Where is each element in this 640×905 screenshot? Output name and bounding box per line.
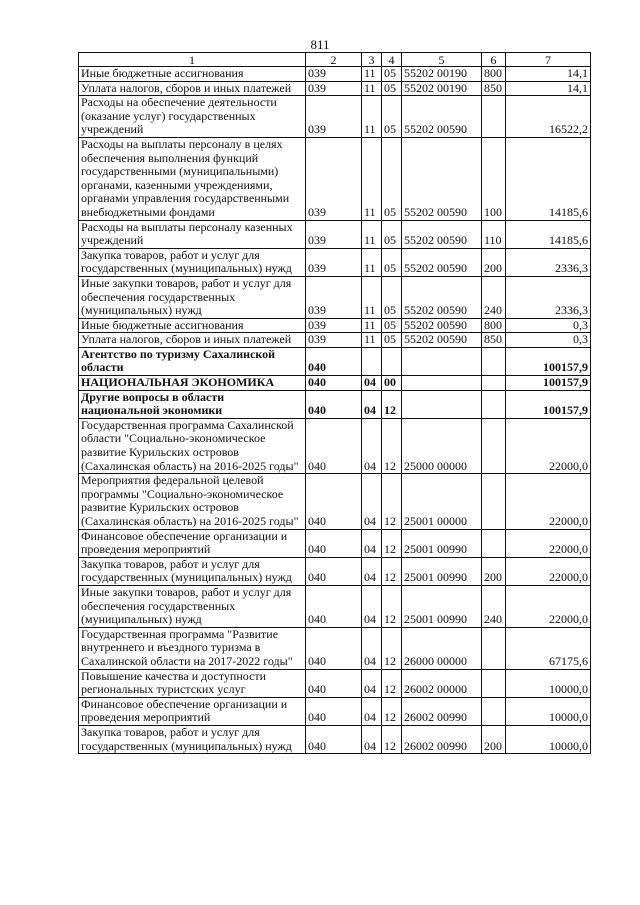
admin-code-cell: 040 [306, 529, 362, 557]
row-name-cell: Уплата налогов, сборов и иных платежей [79, 81, 306, 96]
expense-type-cell [482, 390, 506, 418]
admin-code-cell: 040 [306, 390, 362, 418]
admin-code-cell: 040 [306, 669, 362, 697]
row-name-cell: НАЦИОНАЛЬНАЯ ЭКОНОМИКА [79, 376, 306, 391]
section-code-cell: 04 [362, 585, 382, 627]
expense-type-cell: 200 [482, 248, 506, 276]
expense-type-cell [482, 669, 506, 697]
subsection-code-cell: 12 [382, 418, 402, 473]
expense-type-cell [482, 96, 506, 138]
row-name-cell: Закупка товаров, работ и услуг для государственных (муниципальных) нужд [79, 557, 306, 585]
expense-type-cell [482, 627, 506, 669]
amount-cell: 22000,0 [506, 585, 591, 627]
admin-code-cell: 040 [306, 697, 362, 725]
table-row [79, 318, 591, 333]
target-article-cell: 55202 00590 [402, 220, 482, 248]
subsection-code-cell: 05 [382, 137, 402, 220]
table-body [79, 67, 591, 754]
column-header-5: 5 [402, 53, 482, 67]
amount-cell: 10000,0 [506, 697, 591, 725]
table-row [79, 376, 591, 391]
target-article-cell: 26002 00990 [402, 697, 482, 725]
admin-code-cell: 039 [306, 333, 362, 348]
table-row [79, 474, 591, 529]
table-row [79, 333, 591, 348]
section-code-cell: 04 [362, 529, 382, 557]
row-name-cell: Закупка товаров, работ и услуг для государственных (муниципальных) нужд [79, 248, 306, 276]
row-name-cell: Финансовое обеспечение организации и проведения мероприятий [79, 697, 306, 725]
section-code-cell: 04 [362, 627, 382, 669]
expense-type-cell: 240 [482, 276, 506, 318]
expense-type-cell [482, 347, 506, 375]
subsection-code-cell: 12 [382, 529, 402, 557]
subsection-code-cell: 12 [382, 585, 402, 627]
section-code-cell: 11 [362, 81, 382, 96]
section-code-cell: 04 [362, 725, 382, 753]
target-article-cell: 55202 00190 [402, 67, 482, 82]
row-name-cell: Государственная программа Сахалинской области "Социально-экономическое развитие Курильских островов (Сахалинская область) на 2016-2025 годы" [79, 418, 306, 473]
amount-cell: 22000,0 [506, 418, 591, 473]
target-article-cell: 25001 00000 [402, 474, 482, 529]
target-article-cell [402, 347, 482, 375]
table-row [79, 220, 591, 248]
amount-cell: 22000,0 [506, 474, 591, 529]
section-code-cell: 04 [362, 557, 382, 585]
row-name-cell: Государственная программа "Развитие внутреннего и въездного туризма в Сахалинской области на 2017-2022 годы" [79, 627, 306, 669]
table-row [79, 557, 591, 585]
table-row [79, 697, 591, 725]
admin-code-cell: 040 [306, 418, 362, 473]
section-code-cell: 04 [362, 669, 382, 697]
row-name-cell: Иные бюджетные ассигнования [79, 67, 306, 82]
amount-cell: 16522,2 [506, 96, 591, 138]
admin-code-cell: 040 [306, 585, 362, 627]
column-header-1: 1 [79, 53, 306, 67]
row-name-cell: Расходы на выплаты персоналу казенных учреждений [79, 220, 306, 248]
table-row [79, 529, 591, 557]
admin-code-cell: 040 [306, 376, 362, 391]
column-header-3: 3 [362, 53, 382, 67]
target-article-cell: 55202 00590 [402, 276, 482, 318]
subsection-code-cell: 05 [382, 220, 402, 248]
admin-code-cell: 040 [306, 557, 362, 585]
subsection-code-cell: 12 [382, 697, 402, 725]
expense-type-cell [482, 474, 506, 529]
expense-type-cell: 800 [482, 318, 506, 333]
subsection-code-cell: 12 [382, 474, 402, 529]
subsection-code-cell: 12 [382, 669, 402, 697]
subsection-code-cell: 05 [382, 318, 402, 333]
subsection-code-cell: 05 [382, 67, 402, 82]
target-article-cell: 25001 00990 [402, 529, 482, 557]
row-name-cell: Финансовое обеспечение организации и проведения мероприятий [79, 529, 306, 557]
target-article-cell: 55202 00590 [402, 96, 482, 138]
amount-cell: 14,1 [506, 81, 591, 96]
table-row [79, 669, 591, 697]
section-code-cell: 11 [362, 67, 382, 82]
admin-code-cell: 039 [306, 67, 362, 82]
subsection-code-cell: 00 [382, 376, 402, 391]
subsection-code-cell: 12 [382, 627, 402, 669]
section-code-cell: 11 [362, 96, 382, 138]
target-article-cell: 55202 00590 [402, 318, 482, 333]
target-article-cell [402, 390, 482, 418]
admin-code-cell: 040 [306, 347, 362, 375]
row-name-cell: Иные закупки товаров, работ и услуг для обеспечения государственных (муниципальных) нужд [79, 276, 306, 318]
target-article-cell: 26000 00000 [402, 627, 482, 669]
column-header-7: 7 [506, 53, 591, 67]
subsection-code-cell: 12 [382, 557, 402, 585]
subsection-code-cell: 05 [382, 81, 402, 96]
table-row [79, 67, 591, 82]
target-article-cell: 55202 00590 [402, 333, 482, 348]
expense-type-cell: 100 [482, 137, 506, 220]
table-row [79, 347, 591, 375]
row-name-cell: Закупка товаров, работ и услуг для государственных (муниципальных) нужд [79, 725, 306, 753]
amount-cell: 100157,9 [506, 347, 591, 375]
subsection-code-cell: 05 [382, 96, 402, 138]
amount-cell: 22000,0 [506, 557, 591, 585]
row-name-cell: Иные бюджетные ассигнования [79, 318, 306, 333]
section-code-cell: 11 [362, 248, 382, 276]
section-code-cell: 04 [362, 474, 382, 529]
section-code-cell: 11 [362, 137, 382, 220]
admin-code-cell: 040 [306, 474, 362, 529]
table-row [79, 248, 591, 276]
admin-code-cell: 039 [306, 137, 362, 220]
target-article-cell: 25001 00990 [402, 585, 482, 627]
admin-code-cell: 039 [306, 248, 362, 276]
subsection-code-cell: 05 [382, 248, 402, 276]
row-name-cell: Иные закупки товаров, работ и услуг для обеспечения государственных (муниципальных) нужд [79, 585, 306, 627]
table-row [79, 585, 591, 627]
row-name-cell: Уплата налогов, сборов и иных платежей [79, 333, 306, 348]
table-row [79, 96, 591, 138]
amount-cell: 14185,6 [506, 220, 591, 248]
expense-type-cell [482, 418, 506, 473]
expense-type-cell: 110 [482, 220, 506, 248]
row-name-cell: Мероприятия федеральной целевой программы "Социально-экономическое развитие Курильских островов (Сахалинская область) на 2016-2025 годы" [79, 474, 306, 529]
amount-cell: 67175,6 [506, 627, 591, 669]
subsection-code-cell: 05 [382, 276, 402, 318]
amount-cell: 22000,0 [506, 529, 591, 557]
header-row [79, 53, 591, 67]
amount-cell: 14185,6 [506, 137, 591, 220]
subsection-code-cell [382, 347, 402, 375]
row-name-cell: Другие вопросы в области национальной экономики [79, 390, 306, 418]
target-article-cell: 55202 00190 [402, 81, 482, 96]
section-code-cell: 04 [362, 390, 382, 418]
expense-type-cell: 850 [482, 333, 506, 348]
admin-code-cell: 039 [306, 220, 362, 248]
budget-table [78, 52, 591, 754]
table-row [79, 418, 591, 473]
target-article-cell: 25001 00990 [402, 557, 482, 585]
expense-type-cell: 850 [482, 81, 506, 96]
table-row [79, 725, 591, 753]
column-header-6: 6 [482, 53, 506, 67]
target-article-cell: 55202 00590 [402, 248, 482, 276]
amount-cell: 2336,3 [506, 248, 591, 276]
admin-code-cell: 039 [306, 276, 362, 318]
amount-cell: 10000,0 [506, 725, 591, 753]
section-code-cell [362, 347, 382, 375]
amount-cell: 14,1 [506, 67, 591, 82]
section-code-cell: 04 [362, 418, 382, 473]
admin-code-cell: 039 [306, 318, 362, 333]
table-row [79, 81, 591, 96]
row-name-cell: Расходы на выплаты персоналу в целях обеспечения выполнения функций государственными (муниципальными) органами, казенными учреждениями, органами управления государственными внебюджетными фондами [79, 137, 306, 220]
expense-type-cell: 800 [482, 67, 506, 82]
column-header-2: 2 [306, 53, 362, 67]
row-name-cell: Агентство по туризму Сахалинской области [79, 347, 306, 375]
section-code-cell: 11 [362, 276, 382, 318]
expense-type-cell [482, 376, 506, 391]
admin-code-cell: 039 [306, 81, 362, 96]
row-name-cell: Повышение качества и доступности региональных туристских услуг [79, 669, 306, 697]
expense-type-cell [482, 529, 506, 557]
amount-cell: 2336,3 [506, 276, 591, 318]
admin-code-cell: 040 [306, 627, 362, 669]
subsection-code-cell: 12 [382, 390, 402, 418]
amount-cell: 0,3 [506, 333, 591, 348]
section-code-cell: 04 [362, 697, 382, 725]
expense-type-cell [482, 697, 506, 725]
target-article-cell: 26002 00990 [402, 725, 482, 753]
section-code-cell: 04 [362, 376, 382, 391]
admin-code-cell: 039 [306, 96, 362, 138]
amount-cell: 100157,9 [506, 376, 591, 391]
admin-code-cell: 040 [306, 725, 362, 753]
section-code-cell: 11 [362, 220, 382, 248]
target-article-cell: 26002 00000 [402, 669, 482, 697]
row-name-cell: Расходы на обеспечение деятельности (оказание услуг) государственных учреждений [79, 96, 306, 138]
table-row [79, 627, 591, 669]
amount-cell: 100157,9 [506, 390, 591, 418]
table-row [79, 390, 591, 418]
target-article-cell [402, 376, 482, 391]
expense-type-cell: 200 [482, 557, 506, 585]
amount-cell: 0,3 [506, 318, 591, 333]
expense-type-cell: 240 [482, 585, 506, 627]
target-article-cell: 25000 00000 [402, 418, 482, 473]
table-row [79, 137, 591, 220]
subsection-code-cell: 05 [382, 333, 402, 348]
target-article-cell: 55202 00590 [402, 137, 482, 220]
expense-type-cell: 200 [482, 725, 506, 753]
column-header-4: 4 [382, 53, 402, 67]
amount-cell: 10000,0 [506, 669, 591, 697]
subsection-code-cell: 12 [382, 725, 402, 753]
table-row [79, 276, 591, 318]
section-code-cell: 11 [362, 333, 382, 348]
page-number: 811 [310, 37, 330, 52]
section-code-cell: 11 [362, 318, 382, 333]
